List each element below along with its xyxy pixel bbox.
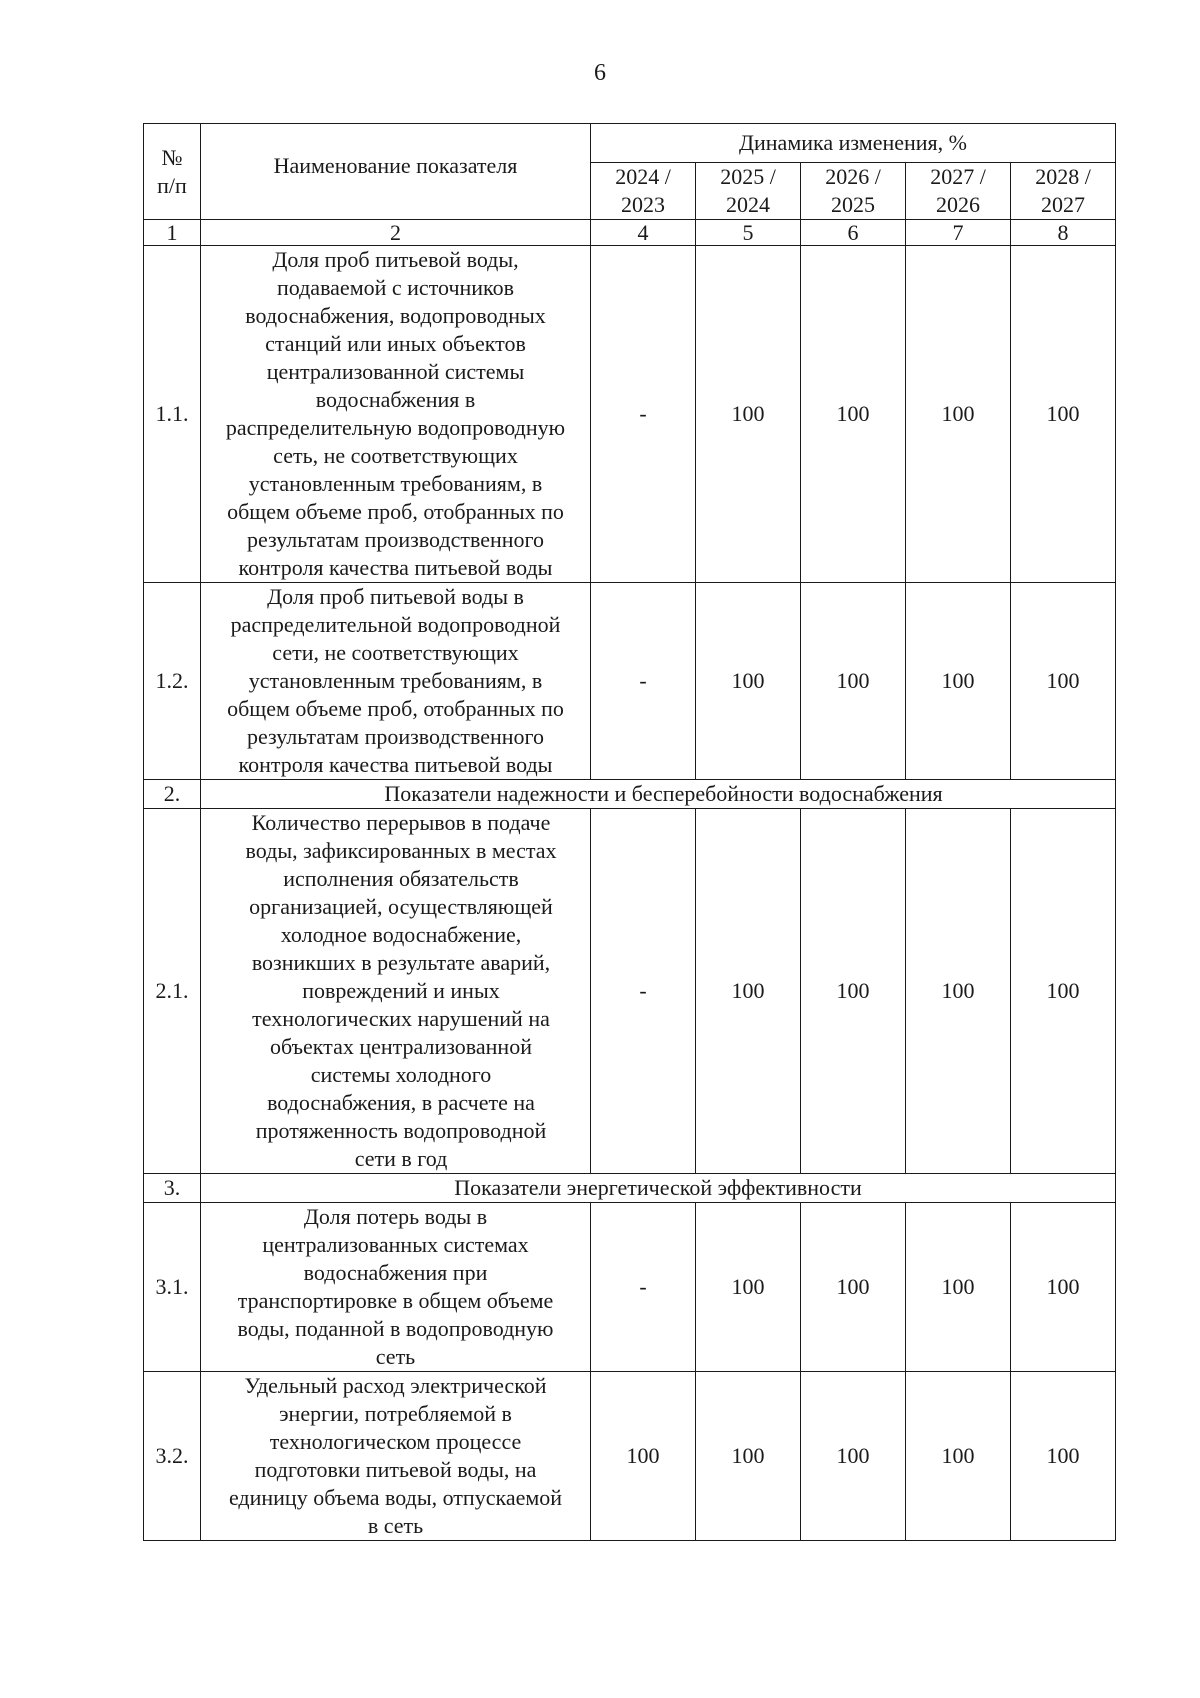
indicator-value: 100 [801,246,906,583]
indicator-name: Доля проб питьевой воды в распределительной водопроводной сети, не соответствующих установленным требованиям, в общем объеме проб, отобранных по результатам производственного контроля качества питьевой воды [201,583,591,780]
column-number: 7 [906,220,1011,246]
header-name: Наименование показателя [201,124,591,220]
indicator-value: 100 [696,583,801,780]
row-number: 3.2. [144,1372,201,1541]
row-number: 3. [144,1174,201,1203]
indicator-value: - [591,583,696,780]
indicator-value: 100 [1011,583,1116,780]
row-number: 1.1. [144,246,201,583]
column-number: 5 [696,220,801,246]
row-number: 3.1. [144,1203,201,1372]
indicator-value: - [591,1203,696,1372]
header-year: 2028 / 2027 [1011,163,1116,220]
indicator-value: 100 [906,809,1011,1174]
indicator-name: Количество перерывов в подаче воды, зафиксированных в местах исполнения обязательств организацией, осуществляющей холодное водоснабжение, возникших в результате аварий, повреждений и иных технологических нарушений на объектах централизованной системы холодного водоснабжения, в расчете на протяженность водопроводной сети в год [201,809,591,1174]
indicator-row [144,1372,1116,1541]
column-number: 2 [201,220,591,246]
indicator-row [144,809,1116,1174]
row-number: 2. [144,780,201,809]
indicator-value: 100 [801,583,906,780]
indicator-row [144,583,1116,780]
row-number: 1.2. [144,583,201,780]
indicator-row [144,246,1116,583]
indicator-name: Доля потерь воды в централизованных системах водоснабжения при транспортировке в общем объеме воды, поданной в водопроводную сеть [201,1203,591,1372]
column-number: 4 [591,220,696,246]
header-year: 2027 / 2026 [906,163,1011,220]
indicator-value: 100 [696,246,801,583]
column-number: 8 [1011,220,1116,246]
section-row [144,1174,1116,1203]
indicator-value: 100 [1011,246,1116,583]
indicator-value: 100 [1011,809,1116,1174]
indicator-value: 100 [1011,1203,1116,1372]
indicator-value: 100 [906,1203,1011,1372]
indicator-value: 100 [591,1372,696,1541]
column-number: 6 [801,220,906,246]
section-title: Показатели надежности и бесперебойности водоснабжения [201,780,1116,809]
row-number: 2.1. [144,809,201,1174]
header-year: 2024 / 2023 [591,163,696,220]
indicator-value: 100 [801,1372,906,1541]
indicator-value: 100 [801,1203,906,1372]
indicator-value: 100 [801,809,906,1174]
indicator-value: 100 [696,1372,801,1541]
indicator-name: Доля проб питьевой воды, подаваемой с источников водоснабжения, водопроводных станций или иных объектов централизованной системы водоснабжения в распределительную водопроводную сеть, не соответствующих установленным требованиям, в общем объеме проб, отобранных по результатам производственного контроля качества питьевой воды [201,246,591,583]
header-num: № п/п [144,124,201,220]
header-year: 2025 / 2024 [696,163,801,220]
indicator-value: 100 [1011,1372,1116,1541]
indicator-value: 100 [906,246,1011,583]
page-number: 6 [594,60,606,86]
header-year: 2026 / 2025 [801,163,906,220]
header-row-1 [144,124,1116,163]
indicator-value: - [591,246,696,583]
indicator-value: 100 [906,583,1011,780]
indicator-row [144,1203,1116,1372]
header-dynamics: Динамика изменения, % [591,124,1116,163]
column-numbers-row [144,220,1116,246]
indicator-value: - [591,809,696,1174]
section-row [144,780,1116,809]
indicator-value: 100 [696,809,801,1174]
indicators-table [143,123,1116,1541]
indicator-value: 100 [696,1203,801,1372]
column-number: 1 [144,220,201,246]
indicator-name: Удельный расход электрической энергии, потребляемой в технологическом процессе подготовки питьевой воды, на единицу объема воды, отпускаемой в сеть [201,1372,591,1541]
section-title: Показатели энергетической эффективности [201,1174,1116,1203]
indicator-value: 100 [906,1372,1011,1541]
